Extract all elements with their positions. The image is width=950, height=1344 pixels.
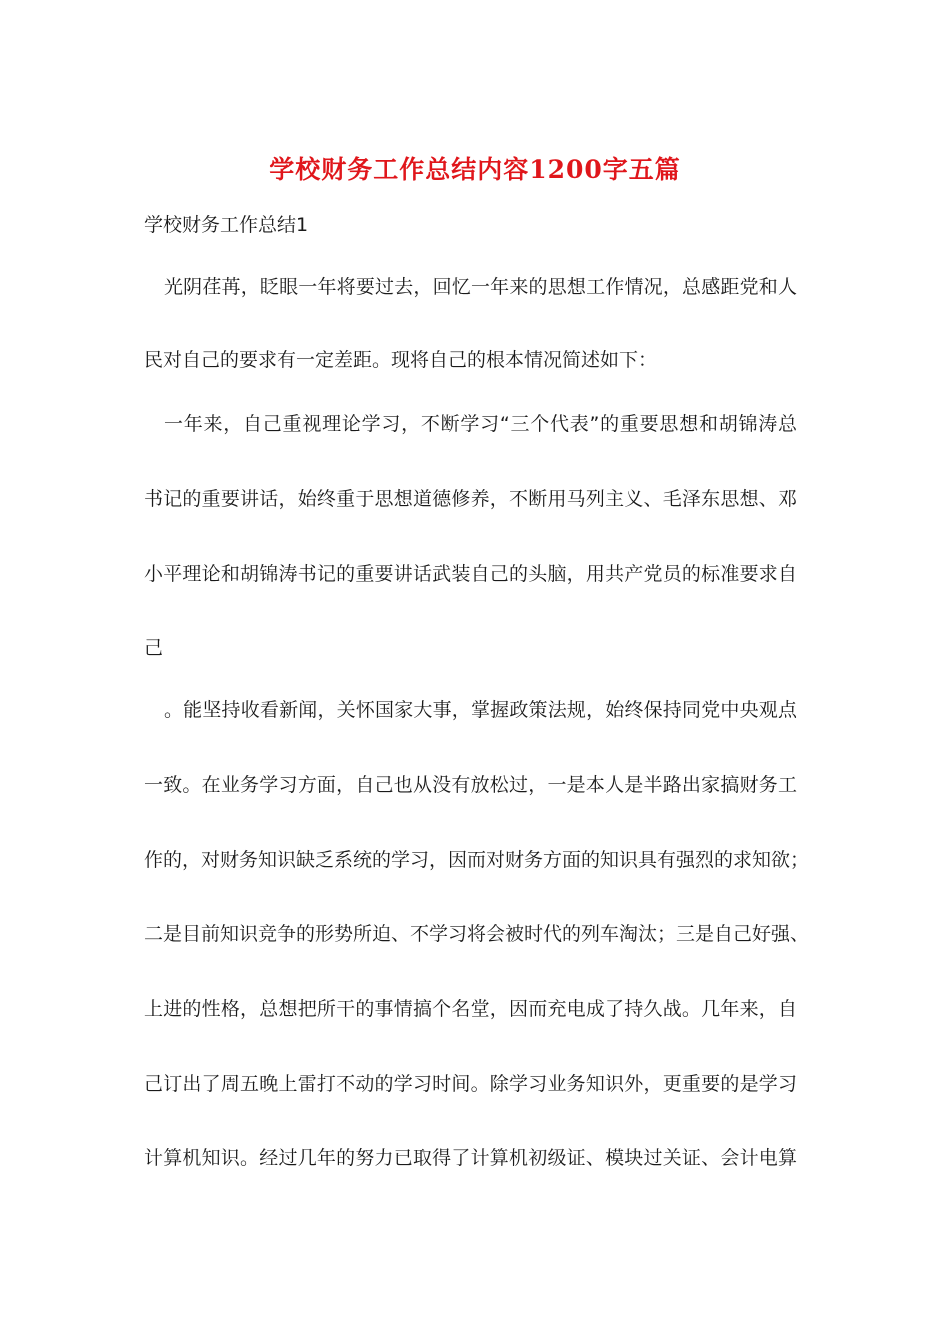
paragraph-line: 民对自己的要求有一定差距。现将自己的根本情况简述如下： xyxy=(144,349,658,371)
document-title: 学校财务工作总结内容1200字五篇 xyxy=(269,155,681,184)
paragraph-line: 二是目前知识竞争的形势所迫、不学习将会被时代的列车淘汰；三是自己好强、 xyxy=(144,923,810,945)
paragraph-line: 己 xyxy=(144,637,164,659)
paragraph-line: 计算机知识。经过几年的努力已取得了计算机初级证、模块过关证、会计电算 xyxy=(144,1147,797,1169)
paragraph-line: 光阴荏苒，眨眼一年将要过去，回忆一年来的思想工作情况，总感距党和人 xyxy=(164,276,797,298)
paragraph-line: 小平理论和胡锦涛书记的重要讲话武装自己的头脑，用共产党员的标准要求自 xyxy=(144,563,797,585)
paragraph-line: 一年来，自己重视理论学习，不断学习“三个代表”的重要思想和胡锦涛总 xyxy=(164,413,797,435)
paragraph-line: 己订出了周五晚上雷打不动的学习时间。除学习业务知识外，更重要的是学习 xyxy=(144,1073,797,1095)
paragraph-line: 作的，对财务知识缺乏系统的学习，因而对财务方面的知识具有强烈的求知欲； xyxy=(144,849,810,871)
paragraph-line: 上进的性格，总想把所干的事情搞个名堂，因而充电成了持久战。几年来，自 xyxy=(144,998,797,1020)
paragraph-line: 。能坚持收看新闻，关怀国家大事，掌握政策法规，始终保持同党中央观点 xyxy=(164,699,797,721)
paragraph-line: 一致。在业务学习方面，自己也从没有放松过，一是本人是半路出家搞财务工 xyxy=(144,774,797,796)
section-heading: 学校财务工作总结1 xyxy=(144,214,309,236)
paragraph-line: 书记的重要讲话，始终重于思想道德修养，不断用马列主义、毛泽东思想、邓 xyxy=(144,488,797,510)
